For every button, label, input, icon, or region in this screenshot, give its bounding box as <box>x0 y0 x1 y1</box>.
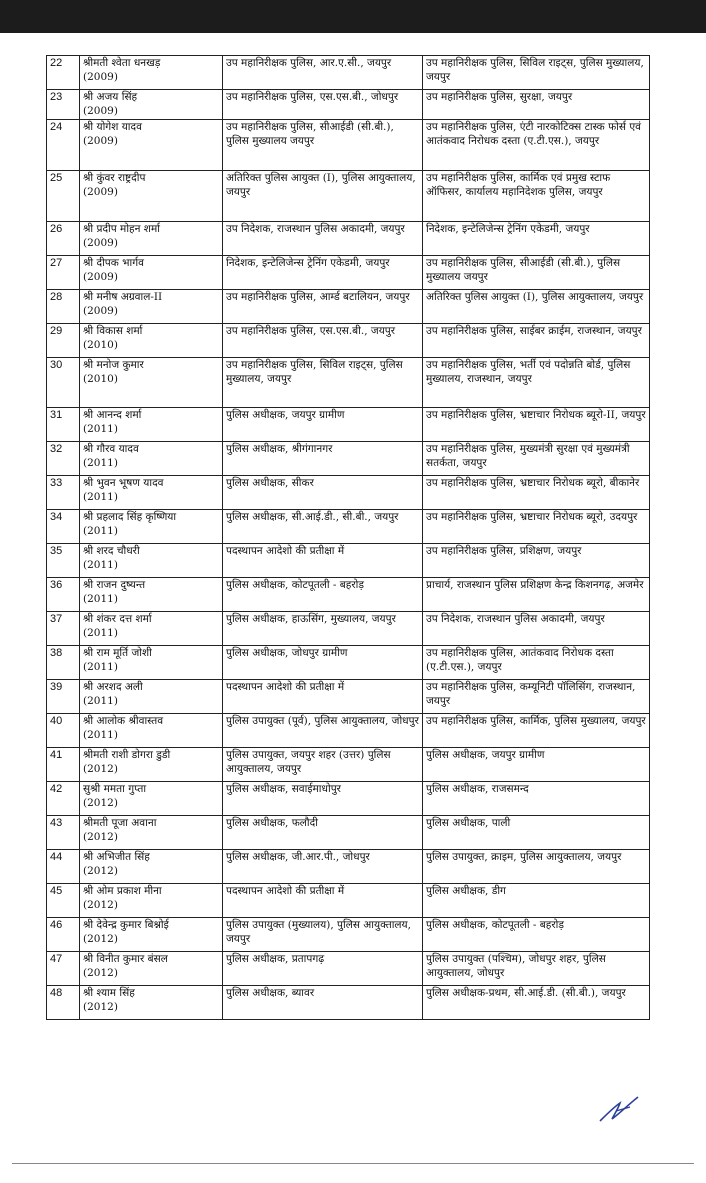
officer-cell <box>80 510 223 544</box>
table-row <box>47 222 650 256</box>
table-row <box>47 442 650 476</box>
officer-name: श्रीमती पूजा अवाना <box>83 817 157 829</box>
batch-year: (2009) <box>83 185 118 198</box>
officer-cell <box>80 120 223 171</box>
current-posting: उप महानिरीक्षक पुलिस, सीआईडी (सी.बी.), पुलिस मुख्यालय जयपुर <box>223 120 423 171</box>
serial-number: 29 <box>47 324 80 358</box>
officer-name: श्री मनीष अग्रवाल-II <box>83 291 163 303</box>
officer-name: श्री शंकर दत्त शर्मा <box>83 613 152 625</box>
new-posting: उप महानिरीक्षक पुलिस, भर्ती एवं पदोन्नति बोर्ड, पुलिस मुख्यालय, राजस्थान, जयपुर <box>423 358 650 408</box>
officer-name: श्री आलोक श्रीवास्तव <box>83 715 164 727</box>
batch-year: (2011) <box>83 524 118 537</box>
officer-name: श्री प्रहलाद सिंह कृष्णिया <box>83 511 177 523</box>
current-posting: पुलिस अधीक्षक, सी.आई.डी., सी.बी., जयपुर <box>223 510 423 544</box>
officer-cell <box>80 748 223 782</box>
new-posting: उप महानिरीक्षक पुलिस, एंटी नारकोटिक्स टास्क फोर्स एवं आतंकवाद निरोधक दस्ता (ए.टी.एस.), जयपुर <box>423 120 650 171</box>
officer-name: श्री श्याम सिंह <box>83 987 135 999</box>
batch-year: (2011) <box>83 694 118 707</box>
serial-number: 30 <box>47 358 80 408</box>
officer-cell <box>80 56 223 90</box>
new-posting: उप महानिरीक्षक पुलिस, आतंकवाद निरोधक दस्ता (ए.टी.एस.), जयपुर <box>423 646 650 680</box>
batch-year: (2012) <box>83 830 118 843</box>
transfer-table <box>46 55 650 1020</box>
serial-number: 24 <box>47 120 80 171</box>
officer-cell <box>80 714 223 748</box>
batch-year: (2011) <box>83 456 118 469</box>
current-posting: पुलिस अधीक्षक, हाऊसिंग, मुख्यालय, जयपुर <box>223 612 423 646</box>
batch-year: (2012) <box>83 898 118 911</box>
serial-number: 44 <box>47 850 80 884</box>
current-posting: पुलिस अधीक्षक, जोधपुर ग्रामीण <box>223 646 423 680</box>
transfer-list-page <box>46 55 649 1020</box>
serial-number: 33 <box>47 476 80 510</box>
new-posting: निदेशक, इन्टेलिजेन्स ट्रेनिंग एकेडमी, जयपुर <box>423 222 650 256</box>
serial-number: 47 <box>47 952 80 986</box>
current-posting: उप महानिरीक्षक पुलिस, एस.एस.बी., जोधपुर <box>223 90 423 120</box>
table-row <box>47 782 650 816</box>
table-row <box>47 171 650 222</box>
new-posting: पुलिस अधीक्षक, पाली <box>423 816 650 850</box>
officer-name: श्री मनोज कुमार <box>83 359 144 371</box>
officer-name: श्री विनीत कुमार बंसल <box>83 953 168 965</box>
officer-cell <box>80 782 223 816</box>
batch-year: (2012) <box>83 762 118 775</box>
officer-name: श्री राजन दुष्यन्त <box>83 579 146 591</box>
new-posting: उप महानिरीक्षक पुलिस, सिविल राइट्स, पुलिस मुख्यालय, जयपुर <box>423 56 650 90</box>
table-row <box>47 816 650 850</box>
new-posting: पुलिस अधीक्षक-प्रथम, सी.आई.डी. (सी.बी.), जयपुर <box>423 986 650 1020</box>
new-posting: उप महानिरीक्षक पुलिस, कार्मिक, पुलिस मुख्यालय, जयपुर <box>423 714 650 748</box>
new-posting: उप महानिरीक्षक पुलिस, मुख्यमंत्री सुरक्षा एवं मुख्यमंत्री सतर्कता, जयपुर <box>423 442 650 476</box>
current-posting: पुलिस अधीक्षक, जयपुर ग्रामीण <box>223 408 423 442</box>
table-row <box>47 56 650 90</box>
officer-name: श्री प्रदीप मोहन शर्मा <box>83 223 160 235</box>
batch-year: (2012) <box>83 966 118 979</box>
batch-year: (2011) <box>83 592 118 605</box>
current-posting: पुलिस अधीक्षक, कोटपूतली - बहरोड़ <box>223 578 423 612</box>
officer-cell <box>80 222 223 256</box>
serial-number: 34 <box>47 510 80 544</box>
table-row <box>47 290 650 324</box>
current-posting: पुलिस अधीक्षक, ब्यावर <box>223 986 423 1020</box>
batch-year: (2011) <box>83 728 118 741</box>
batch-year: (2012) <box>83 1000 118 1013</box>
new-posting: उप महानिरीक्षक पुलिस, भ्रष्टाचार निरोधक ब्यूरो, बीकानेर <box>423 476 650 510</box>
new-posting: उप महानिरीक्षक पुलिस, सीआईडी (सी.बी.), पुलिस मुख्यालय जयपुर <box>423 256 650 290</box>
table-row <box>47 324 650 358</box>
table-row <box>47 90 650 120</box>
officer-cell <box>80 476 223 510</box>
current-posting: पुलिस अधीक्षक, प्रतापगढ़ <box>223 952 423 986</box>
current-posting: पुलिस अधीक्षक, जी.आर.पी., जोधपुर <box>223 850 423 884</box>
officer-cell <box>80 544 223 578</box>
officer-name: श्री ओम प्रकाश मीना <box>83 885 162 897</box>
serial-number: 39 <box>47 680 80 714</box>
table-row <box>47 476 650 510</box>
new-posting: उप महानिरीक्षक पुलिस, भ्रष्टाचार निरोधक ब्यूरो-II, जयपुर <box>423 408 650 442</box>
new-posting: पुलिस उपायुक्त (पश्चिम), जोधपुर शहर, पुलिस आयुक्तालय, जोधपुर <box>423 952 650 986</box>
serial-number: 22 <box>47 56 80 90</box>
current-posting: अतिरिक्त पुलिस आयुक्त (I), पुलिस आयुक्तालय, जयपुर <box>223 171 423 222</box>
serial-number: 45 <box>47 884 80 918</box>
serial-number: 31 <box>47 408 80 442</box>
table-row <box>47 544 650 578</box>
serial-number: 26 <box>47 222 80 256</box>
serial-number: 32 <box>47 442 80 476</box>
new-posting: उप महानिरीक्षक पुलिस, भ्रष्टाचार निरोधक ब्यूरो, उदयपुर <box>423 510 650 544</box>
batch-year: (2011) <box>83 626 118 639</box>
officer-name: श्री योगेश यादव <box>83 121 142 133</box>
table-row <box>47 952 650 986</box>
officer-name: सुश्री ममता गुप्ता <box>83 783 147 795</box>
officer-cell <box>80 680 223 714</box>
officer-cell <box>80 358 223 408</box>
batch-year: (2009) <box>83 236 118 249</box>
current-posting: पुलिस उपायुक्त, जयपुर शहर (उत्तर) पुलिस आयुक्तालय, जयपुर <box>223 748 423 782</box>
officer-cell <box>80 816 223 850</box>
officer-cell <box>80 612 223 646</box>
new-posting: अतिरिक्त पुलिस आयुक्त (I), पुलिस आयुक्तालय, जयपुर <box>423 290 650 324</box>
batch-year: (2012) <box>83 796 118 809</box>
officer-name: श्रीमती राशी डोगरा डुडी <box>83 749 171 761</box>
officer-name: श्री आनन्द शर्मा <box>83 409 142 421</box>
batch-year: (2012) <box>83 932 118 945</box>
current-posting: निदेशक, इन्टेलिजेन्स ट्रेनिंग एकेडमी, जयपुर <box>223 256 423 290</box>
new-posting: उप महानिरीक्षक पुलिस, प्रशिक्षण, जयपुर <box>423 544 650 578</box>
new-posting: पुलिस अधीक्षक, राजसमन्द <box>423 782 650 816</box>
batch-year: (2009) <box>83 270 118 283</box>
serial-number: 27 <box>47 256 80 290</box>
serial-number: 41 <box>47 748 80 782</box>
table-row <box>47 646 650 680</box>
batch-year: (2010) <box>83 372 118 385</box>
serial-number: 43 <box>47 816 80 850</box>
batch-year: (2011) <box>83 660 118 673</box>
officer-name: श्री राम मूर्ति जोशी <box>83 647 152 659</box>
serial-number: 40 <box>47 714 80 748</box>
officer-name: श्री अभिजीत सिंह <box>83 851 150 863</box>
officer-name: श्री भुवन भूषण यादव <box>83 477 164 489</box>
current-posting: पुलिस उपायुक्त (मुख्यालय), पुलिस आयुक्तालय, जयपुर <box>223 918 423 952</box>
table-row <box>47 850 650 884</box>
officer-cell <box>80 646 223 680</box>
current-posting: पुलिस अधीक्षक, सवाईमाधोपुर <box>223 782 423 816</box>
officer-cell <box>80 986 223 1020</box>
batch-year: (2009) <box>83 304 118 317</box>
table-row <box>47 884 650 918</box>
serial-number: 37 <box>47 612 80 646</box>
officer-cell <box>80 442 223 476</box>
officer-name: श्रीमती श्वेता धनखड़ <box>83 57 161 69</box>
batch-year: (2009) <box>83 104 118 117</box>
serial-number: 46 <box>47 918 80 952</box>
serial-number: 48 <box>47 986 80 1020</box>
new-posting: पुलिस अधीक्षक, जयपुर ग्रामीण <box>423 748 650 782</box>
batch-year: (2009) <box>83 134 118 147</box>
officer-cell <box>80 290 223 324</box>
officer-name: श्री अजय सिंह <box>83 91 138 103</box>
table-row <box>47 358 650 408</box>
new-posting: उप महानिरीक्षक पुलिस, साईबर क्राईम, राजस्थान, जयपुर <box>423 324 650 358</box>
batch-year: (2011) <box>83 422 118 435</box>
new-posting: पुलिस अधीक्षक, कोटपूतली - बहरोड़ <box>423 918 650 952</box>
current-posting: पुलिस अधीक्षक, फलौदी <box>223 816 423 850</box>
current-posting: उप महानिरीक्षक पुलिस, आर.ए.सी., जयपुर <box>223 56 423 90</box>
table-row <box>47 918 650 952</box>
batch-year: (2012) <box>83 864 118 877</box>
current-posting: पुलिस उपायुक्त (पूर्व), पुलिस आयुक्तालय, जोधपुर <box>223 714 423 748</box>
officer-cell <box>80 256 223 290</box>
batch-year: (2011) <box>83 490 118 503</box>
serial-number: 38 <box>47 646 80 680</box>
officer-cell <box>80 324 223 358</box>
table-row <box>47 120 650 171</box>
current-posting: पदस्थापन आदेशो की प्रतीक्षा में <box>223 680 423 714</box>
serial-number: 36 <box>47 578 80 612</box>
top-bar <box>0 0 706 33</box>
officer-name: श्री अरशद अली <box>83 681 143 693</box>
new-posting: उप महानिरीक्षक पुलिस, सुरक्षा, जयपुर <box>423 90 650 120</box>
signature <box>596 1093 642 1125</box>
new-posting: उप महानिरीक्षक पुलिस, कार्मिक एवं प्रमुख स्टाफ ऑफिसर, कार्यालय महानिदेशक पुलिस, जयपुर <box>423 171 650 222</box>
new-posting: पुलिस उपायुक्त, क्राइम, पुलिस आयुक्तालय, जयपुर <box>423 850 650 884</box>
new-posting: प्राचार्य, राजस्थान पुलिस प्रशिक्षण केन्द्र किशनगढ़, अजमेर <box>423 578 650 612</box>
officer-cell <box>80 408 223 442</box>
serial-number: 25 <box>47 171 80 222</box>
current-posting: पुलिस अधीक्षक, सीकर <box>223 476 423 510</box>
serial-number: 35 <box>47 544 80 578</box>
officer-cell <box>80 90 223 120</box>
table-row <box>47 578 650 612</box>
new-posting: उप महानिरीक्षक पुलिस, कम्यूनिटी पॉलिसिंग, राजस्थान, जयपुर <box>423 680 650 714</box>
table-row <box>47 612 650 646</box>
table-row <box>47 408 650 442</box>
officer-name: श्री गौरव यादव <box>83 443 139 455</box>
bottom-divider <box>12 1163 694 1164</box>
current-posting: पदस्थापन आदेशो की प्रतीक्षा में <box>223 884 423 918</box>
serial-number: 23 <box>47 90 80 120</box>
current-posting: पुलिस अधीक्षक, श्रीगंगानगर <box>223 442 423 476</box>
current-posting: पदस्थापन आदेशो की प्रतीक्षा में <box>223 544 423 578</box>
table-row <box>47 680 650 714</box>
table-row <box>47 986 650 1020</box>
officer-name: श्री दीपक भार्गव <box>83 257 145 269</box>
new-posting: उप निदेशक, राजस्थान पुलिस अकादमी, जयपुर <box>423 612 650 646</box>
officer-name: श्री देवेन्द्र कुमार बिश्नोई <box>83 919 169 931</box>
officer-cell <box>80 918 223 952</box>
officer-cell <box>80 884 223 918</box>
officer-name: श्री कुंवर राष्ट्रदीप <box>83 172 146 184</box>
serial-number: 42 <box>47 782 80 816</box>
serial-number: 28 <box>47 290 80 324</box>
current-posting: उप महानिरीक्षक पुलिस, सिविल राइट्स, पुलिस मुख्यालय, जयपुर <box>223 358 423 408</box>
officer-cell <box>80 850 223 884</box>
table-row <box>47 510 650 544</box>
batch-year: (2010) <box>83 338 118 351</box>
current-posting: उप निदेशक, राजस्थान पुलिस अकादमी, जयपुर <box>223 222 423 256</box>
current-posting: उप महानिरीक्षक पुलिस, एस.एस.बी., जयपुर <box>223 324 423 358</box>
table-row <box>47 256 650 290</box>
officer-name: श्री शरद चौधरी <box>83 545 140 557</box>
table-body <box>47 56 650 1020</box>
table-row <box>47 748 650 782</box>
table-row <box>47 714 650 748</box>
officer-name: श्री विकास शर्मा <box>83 325 143 337</box>
officer-cell <box>80 578 223 612</box>
officer-cell <box>80 171 223 222</box>
new-posting: पुलिस अधीक्षक, डीग <box>423 884 650 918</box>
current-posting: उप महानिरीक्षक पुलिस, आर्म्ड बटालियन, जयपुर <box>223 290 423 324</box>
batch-year: (2011) <box>83 558 118 571</box>
officer-cell <box>80 952 223 986</box>
batch-year: (2009) <box>83 70 118 83</box>
